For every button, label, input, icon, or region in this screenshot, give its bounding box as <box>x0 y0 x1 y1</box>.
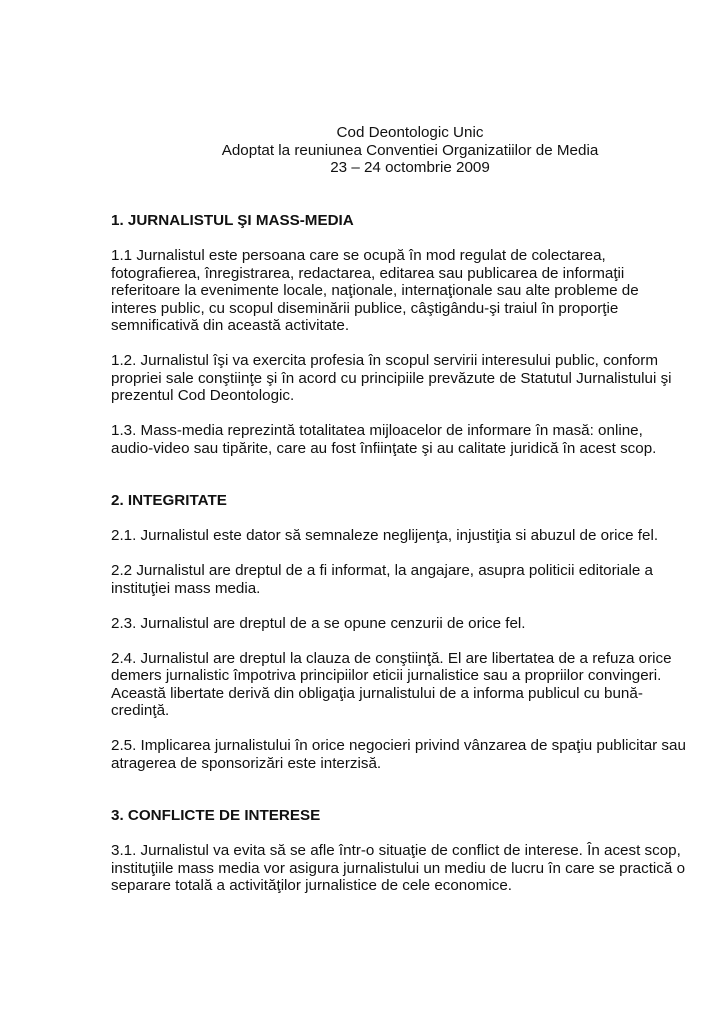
document-subtitle: Adoptat la reuniunea Conventiei Organizatiilor de Media <box>221 141 599 159</box>
paragraph-2-3 <box>111 615 721 633</box>
text-line: 2.3. Jurnalistul are dreptul de a se opune cenzurii de orice fel. <box>111 614 526 632</box>
text-line: 3.1. Jurnalistul va evita să se afle într-o situaţie de conflict de interese. În acest scop, <box>111 842 681 859</box>
text-line: 1.3. Mass-media reprezintă totalitatea mijloacelor de informare în masă: online, <box>111 422 643 439</box>
document-body <box>111 212 721 895</box>
text-line: demers jurnalistic împotriva principiilor eticii jurnalistice sau a propriilor convingeri. <box>111 667 662 684</box>
section-heading: 1. JURNALISTUL ŞI MASS-MEDIA <box>111 212 354 229</box>
paragraph-2-1 <box>111 527 721 545</box>
text-line: prezentul Cod Deontologic. <box>111 387 295 404</box>
text-line: referitoare la evenimente locale, naţionale, internaţionale sau alte probleme de <box>111 282 639 299</box>
text-line: 1.1 Jurnalistul este persoana care se ocupă în mod regulat de colectarea, <box>111 247 606 264</box>
paragraph-3-1 <box>111 842 721 895</box>
paragraph-2-4 <box>111 650 721 720</box>
text-line: atragerea de sponsorizări este interzisă. <box>111 754 382 772</box>
section-heading: 2. INTEGRITATE <box>111 492 227 509</box>
text-line: 2.5. Implicarea jurnalistului în orice negocieri privind vânzarea de spaţiu publicitar sau <box>111 737 686 754</box>
document-header <box>0 124 724 177</box>
text-line: Această libertate derivă din obligaţia jurnalistului de a informa publicul cu bună- <box>111 684 643 702</box>
paragraph-1-2 <box>111 352 721 405</box>
text-line: fotografierea, înregistrarea, redactarea, editarea sau publicarea de informaţii <box>111 264 625 282</box>
text-line: 2.2 Jurnalistul are dreptul de a fi informat, la angajare, asupra politicii editoriale a <box>111 562 653 579</box>
text-line: interes public, cu scopul diseminării publice, câştigându-şi traiul în proporţie <box>111 299 619 317</box>
text-line: credinţă. <box>111 702 170 719</box>
text-line: propriei sale conştiinţe şi în acord cu principiile prevăzute de Statutul Jurnalistului şi <box>111 369 672 387</box>
section-1 <box>111 212 721 457</box>
document-date: 23 – 24 octombrie 2009 <box>330 159 490 176</box>
text-line: 1.2. Jurnalistul îşi va exercita profesia în scopul servirii interesului public, conform <box>111 352 658 369</box>
section-2 <box>111 492 721 772</box>
paragraph-2-5 <box>111 737 721 772</box>
section-heading: 3. CONFLICTE DE INTERESE <box>111 807 321 824</box>
document-title: Cod Deontologic Unic <box>336 124 484 141</box>
paragraph-2-2 <box>111 562 721 597</box>
text-line: semnificativă din această activitate. <box>111 317 350 334</box>
text-line: 2.4. Jurnalistul are dreptul la clauza de conştiinţă. El are libertatea de a refuza orice <box>111 649 672 667</box>
text-line: instituţiei mass media. <box>111 579 261 597</box>
section-3 <box>111 807 721 895</box>
text-line: instituţiile mass media vor asigura jurnalistului un mediu de lucru în care se practică o <box>111 859 686 877</box>
paragraph-1-1 <box>111 247 721 335</box>
paragraph-1-3 <box>111 422 721 457</box>
text-line: separare totală a activităţilor jurnalistice de cele economice. <box>111 877 512 894</box>
text-line: 2.1. Jurnalistul este dator să semnaleze neglijenţa, injustiţia si abuzul de orice fel. <box>111 527 659 544</box>
text-line: audio-video sau tipărite, care au fost înfiinţate şi au calitate juridică în acest scop. <box>111 439 657 457</box>
